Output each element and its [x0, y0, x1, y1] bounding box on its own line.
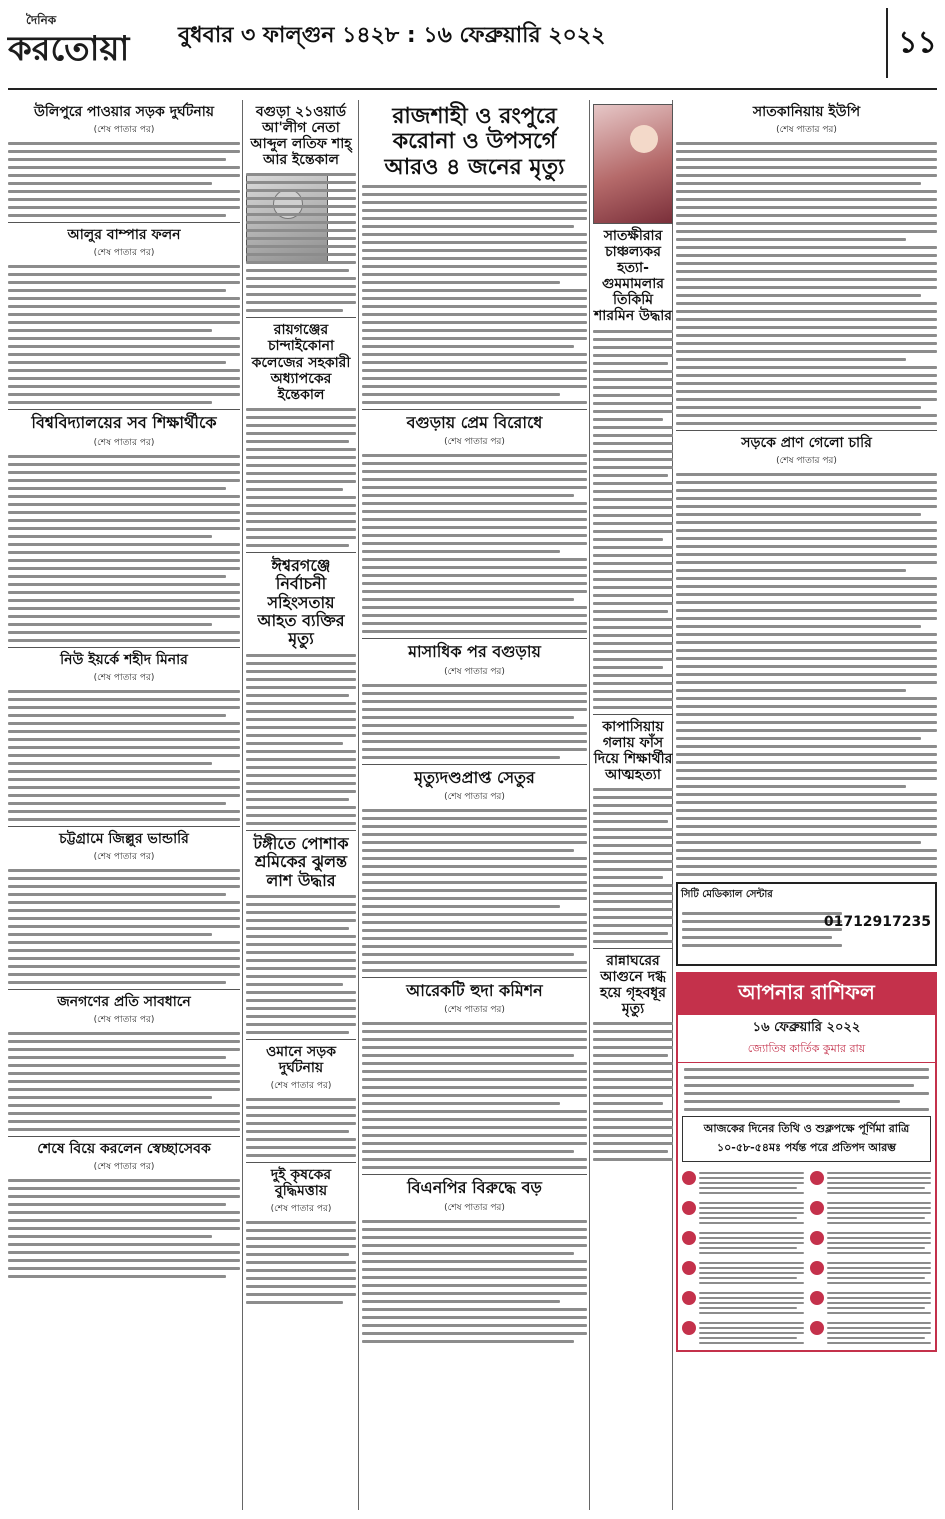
headline: কাপাসিয়ায় গলায় ফাঁস দিয়ে শিক্ষার্থীর আত্মহত্যা [593, 718, 673, 783]
article-body [8, 265, 240, 404]
horoscope-intro [678, 1068, 935, 1111]
article-body [593, 788, 673, 943]
continued-label: (শেষ পাতার পর) [776, 456, 837, 467]
column-2 [246, 100, 356, 1309]
headline: শেষে বিয়ে করলেন স্বেচ্ছাসেবক [37, 1140, 211, 1157]
zodiac-icon [682, 1201, 696, 1215]
headline: রান্নাঘরের আগুনে দগ্ধ হয়ে গৃহবধূর মৃত্যু [600, 952, 666, 1018]
headline: ঈশ্বরগঞ্জে নির্বাচনী সহিংসতায় আহত ব্যক্তির মৃত্যু [257, 555, 345, 649]
column-rule [589, 100, 590, 1510]
article-body [246, 654, 356, 825]
continued-label: (শেষ পাতার পর) [776, 125, 837, 136]
continued-label: (শেষ পাতার পর) [444, 437, 505, 448]
zodiac-entry [810, 1199, 932, 1227]
zodiac-entry [810, 1289, 932, 1317]
column-3 [362, 100, 587, 1348]
article-body [8, 1179, 240, 1278]
zodiac-entry [682, 1259, 804, 1287]
continued-label: (শেষ পাতার পর) [444, 1202, 505, 1213]
zodiac-entry [682, 1169, 804, 1197]
headline: সাতকানিয়ায় ইউপি [752, 104, 861, 120]
article-body [8, 690, 240, 821]
article-body [362, 454, 587, 633]
headline: বগুড়া ২১ওয়ার্ড আ'লীগ নেতা আব্দুল লতিফ শাহ্ আর ইন্তেকাল [250, 104, 352, 169]
zodiac-icon [810, 1321, 824, 1335]
article-body [246, 173, 356, 312]
continued-label: (শেষ পাতার পর) [93, 1161, 155, 1172]
article-body [593, 330, 673, 709]
tithi-box: আজকের দিনের তিথি ও শুক্লপক্ষে পূর্ণিমা রাত্রি ১০-৫৮-৫৪মঃ পর্যন্ত পরে প্রতিপদ আরম্ভ [682, 1116, 931, 1162]
continued-label: (শেষ পাতার পর) [444, 666, 505, 677]
article-body [8, 455, 240, 642]
zodiac-entry [810, 1259, 932, 1287]
headline: আলুর বাম্পার ফলন [67, 227, 181, 244]
masthead [8, 8, 937, 90]
headline: নিউ ইয়র্কে শহীদ মিনার [60, 651, 188, 668]
astrologer-name: জ্যোতিষ কার্তিক কুমার রায় [678, 1040, 935, 1063]
continued-label: (শেষ পাতার পর) [93, 1014, 155, 1025]
zodiac-icon [682, 1291, 696, 1305]
article-body [362, 809, 587, 972]
headline: বগুড়ায় প্রেম বিরোধে [406, 412, 543, 432]
continued-label: (শেষ পাতার পর) [93, 248, 155, 259]
continued-label: (শেষ পাতার পর) [444, 1005, 505, 1016]
headline: উলিপুরে পাওয়ার সড়ক দুর্ঘটনায় [34, 104, 214, 120]
news-photo [593, 104, 673, 224]
article-body [676, 142, 937, 425]
headline: টঙ্গীতে পোশাক শ্রমিকের ঝুলন্ত লাশ উদ্ধার [253, 833, 349, 890]
headline: রায়গঞ্জের চান্দাইকোনা কলেজের সহকারী অধ্যাপকের ইন্তেকাল [251, 322, 351, 403]
column-5 [676, 100, 937, 1352]
zodiac-icon [682, 1321, 696, 1335]
headline: আরেকটি হুদা কমিশন [406, 981, 543, 1001]
zodiac-icon [810, 1231, 824, 1245]
headline: সাতক্ষীরার চাঞ্চল্যকর হত্যা-গুমমামলার তিকিমি শারমিন উদ্ধার [594, 228, 672, 325]
ad-phone: 01712917235 [823, 914, 931, 931]
continued-label: (শেষ পাতার পর) [444, 792, 505, 803]
zodiac-entry [682, 1199, 804, 1227]
zodiac-entry [682, 1229, 804, 1257]
headline: দুই কৃষকের বুদ্ধিমত্তায় [270, 1167, 332, 1200]
headline: ওমানে সড়ক দুর্ঘটনায় [265, 1043, 337, 1077]
zodiac-icon [682, 1231, 696, 1245]
headline: সড়কে প্রাণ গেলো চারি [741, 435, 872, 452]
zodiac-icon [810, 1291, 824, 1305]
headline: চট্টগ্রামে জিল্লুর ভান্ডারি [59, 830, 189, 847]
article-body [676, 473, 937, 876]
continued-label: (শেষ পাতার পর) [270, 1081, 332, 1092]
column-rule [358, 100, 359, 1510]
article-body [593, 1022, 673, 1161]
continued-label: (শেষ পাতার পর) [270, 1204, 332, 1215]
zodiac-entry [810, 1169, 932, 1197]
article-body [8, 869, 240, 984]
column-1 [8, 100, 240, 1283]
headline: জনগণের প্রতি সাবধানে [57, 993, 191, 1010]
logo-small-text: দৈনিক [26, 13, 57, 27]
lead-headline: রাজশাহী ও রংপুরে করোনা ও উপসর্গে আরও ৪ জনের মৃত্যু [384, 104, 565, 180]
horoscope-box [676, 972, 937, 1352]
zodiac-entry [682, 1289, 804, 1317]
ad-text: সিটি মেডিক্যাল সেন্টার [681, 889, 773, 901]
article-body [246, 1098, 356, 1157]
article-body [362, 1220, 587, 1343]
article-body [362, 185, 587, 404]
article-body [8, 1032, 240, 1131]
headline: বিশ্ববিদ্যালয়ের সব শিক্ষার্থীকে [31, 413, 217, 433]
column-rule [242, 100, 243, 1510]
advertisement [676, 882, 937, 966]
headline: বিএনপির বিরুদ্ধে বড় [407, 1178, 542, 1198]
article-body [246, 408, 356, 547]
article-body [362, 1022, 587, 1169]
logo-main-text: করতোয়া [8, 29, 130, 69]
article-body [362, 684, 587, 759]
article-body [8, 142, 240, 217]
headline: মাসাধিক পর বগুড়ায় [408, 642, 541, 662]
zodiac-icon [682, 1171, 696, 1185]
dateline: বুধবার ৩ ফাল্গুন ১৪২৮ : ১৬ ফেব্রুয়ারি ২০২২ [178, 23, 606, 48]
zodiac-entry [810, 1229, 932, 1257]
continued-label: (শেষ পাতার পর) [93, 437, 155, 448]
horoscope-title: আপনার রাশিফল [678, 974, 935, 1015]
zodiac-grid [678, 1166, 935, 1350]
continued-label: (শেষ পাতার পর) [93, 672, 155, 683]
zodiac-icon [810, 1261, 824, 1275]
zodiac-entry [682, 1319, 804, 1347]
zodiac-entry [810, 1319, 932, 1347]
continued-label: (শেষ পাতার পর) [93, 851, 155, 862]
column-4 [593, 100, 673, 1166]
article-body [246, 895, 356, 1034]
page-number: ১১ [886, 8, 937, 78]
newspaper-logo [8, 8, 148, 88]
horoscope-date: ১৬ ফেব্রুয়ারি ২০২২ [752, 1020, 861, 1036]
zodiac-icon [810, 1171, 824, 1185]
headline: মৃত্যুদণ্ডপ্রাপ্ত সেতুর [414, 767, 535, 787]
zodiac-icon [810, 1201, 824, 1215]
zodiac-icon [682, 1261, 696, 1275]
continued-label: (শেষ পাতার পর) [93, 125, 155, 136]
article-body [246, 1221, 356, 1304]
